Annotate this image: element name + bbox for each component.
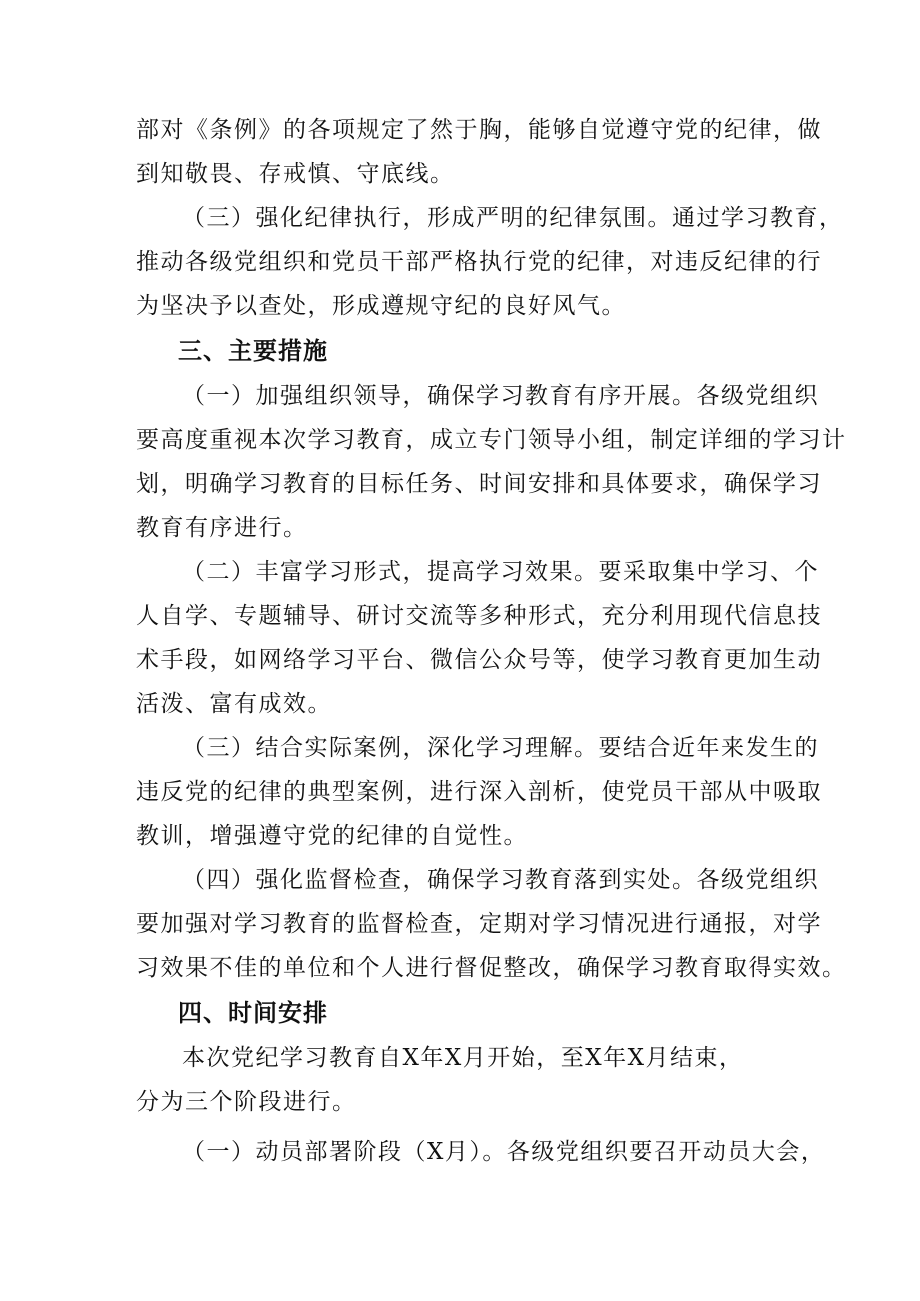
paragraph-supervision (136, 858, 847, 990)
paragraph-strengthen-discipline (136, 196, 844, 328)
paragraph-schedule-intro (136, 1036, 796, 1124)
text-line: 本次党纪学习教育自X年X月开始，至X年X月结束， (182, 1045, 744, 1071)
section-heading-schedule: 四、时间安排 (178, 999, 328, 1027)
paragraph-organizational-leadership (136, 374, 847, 550)
text-line: 人自学、专题辅导、研讨交流等多种形式，充分利用现代信息技 (136, 603, 822, 629)
text-line: 要加强对学习教育的监督检查，定期对学习情况进行通报，对学 (136, 911, 822, 937)
text-line: 教训，增强遵守党的纪律的自觉性。 (136, 823, 528, 849)
text-line: 教育有序进行。 (136, 515, 308, 541)
text-line: 分为三个阶段进行。 (136, 1089, 357, 1115)
paragraph-regulations-familiarity (136, 108, 822, 196)
text-line: 为坚决予以查处，形成遵规守纪的良好风气。 (136, 293, 626, 319)
paragraph-case-studies (136, 726, 822, 858)
text-line: 违反党的纪律的典型案例，进行深入剖析，使党员干部从中吸取 (136, 779, 822, 805)
text-line: 术手段，如网络学习平台、微信公众号等，使学习教育更加生动 (136, 647, 822, 673)
paragraph-learning-forms (136, 550, 822, 726)
text-line: 部对《条例》的各项规定了然于胸，能够自觉遵守党的纪律，做 (136, 117, 822, 143)
text-line: （四）强化监督检查，确保学习教育落到实处。各级党组织 (182, 867, 819, 893)
section-heading-main-measures: 三、主要措施 (178, 337, 328, 365)
text-line: 要高度重视本次学习教育，成立专门领导小组，制定详细的学习计 (136, 427, 847, 453)
text-line: （三）结合实际案例，深化学习理解。要结合近年来发生的 (182, 735, 819, 761)
text-line: 划，明确学习教育的目标任务、时间安排和具体要求，确保学习 (136, 471, 822, 497)
document-body (136, 108, 847, 1174)
paragraph-mobilization-phase (136, 1130, 826, 1174)
text-line: 活泼、富有成效。 (136, 691, 332, 717)
text-line: 习效果不佳的单位和个人进行督促整改，确保学习教育取得实效。 (136, 955, 847, 981)
text-line: 到知敬畏、存戒慎、守底线。 (136, 161, 455, 187)
text-line: （三）强化纪律执行，形成严明的纪律氛围。通过学习教育， (182, 205, 844, 231)
text-line: （一）加强组织领导，确保学习教育有序开展。各级党组织 (182, 383, 819, 409)
text-line: （二）丰富学习形式，提高学习效果。要采取集中学习、个 (182, 559, 819, 585)
text-line: 推动各级党组织和党员干部严格执行党的纪律，对违反纪律的行 (136, 249, 822, 275)
text-line: （一）动员部署阶段（X月）。各级党组织要召开动员大会， (182, 1139, 826, 1165)
